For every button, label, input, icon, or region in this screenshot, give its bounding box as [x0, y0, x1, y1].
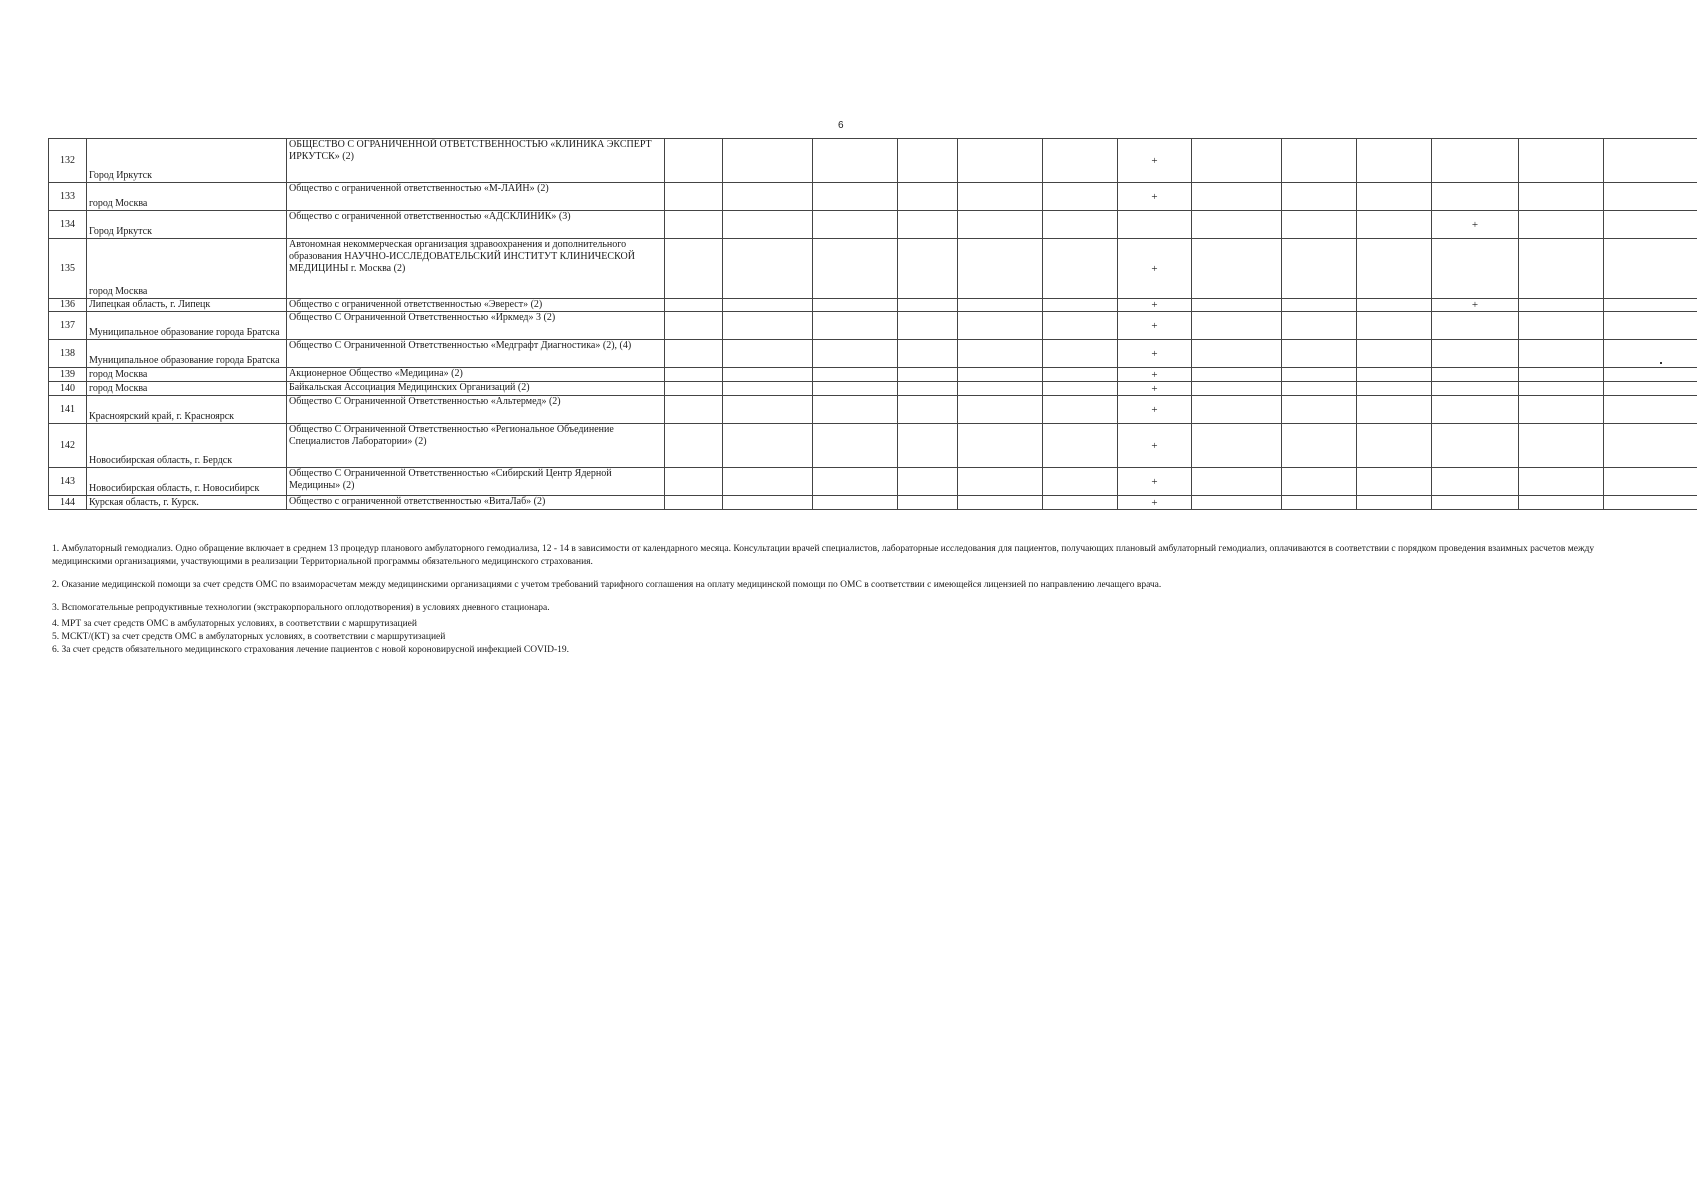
mark-cell [813, 211, 898, 239]
mark-cell [1043, 139, 1118, 183]
footnote-1: 1. Амбулаторный гемодиализ. Одно обращение включает в среднем 13 процедур планового амбулаторного гемодиализа, 12 - 14 в зависимости от календарного месяца. Консультации врачей специалистов, лабораторные исследования для пациентов, получающих плановый амбулаторный гемодиализ, оплачиваются в соответствии с порядком проведения взаимных расчетов между медицинскими организациями, участвующими в реализации Территориальной программы обязательного медицинского страхования. [52, 544, 1595, 567]
mark-cell [958, 396, 1043, 424]
organization-cell: Общество с ограниченной ответственностью «М-ЛАЙН» (2) [287, 183, 665, 211]
mark-cell [1118, 211, 1192, 239]
mark-cell [1043, 211, 1118, 239]
mark-cell [1432, 312, 1519, 340]
mark-cell [813, 368, 898, 382]
mark-cell [665, 183, 723, 211]
mark-cell: + [1118, 239, 1192, 299]
mark-cell [1519, 211, 1604, 239]
footnotes [52, 543, 1612, 657]
mark-cell [1043, 396, 1118, 424]
row-number: 143 [49, 468, 87, 496]
table-row [49, 468, 1697, 496]
mark-cell [1432, 239, 1519, 299]
mark-cell [1519, 312, 1604, 340]
mark-cell [665, 468, 723, 496]
mark-cell: + [1118, 299, 1192, 312]
mark-cell [1192, 299, 1282, 312]
mark-cell [898, 183, 958, 211]
mark-cell [1357, 139, 1432, 183]
mark-cell [898, 368, 958, 382]
mark-cell [723, 396, 813, 424]
mark-cell [1192, 396, 1282, 424]
mark-cell [1519, 396, 1604, 424]
mark-cell: + [1118, 340, 1192, 368]
mark-cell [1432, 396, 1519, 424]
mark-cell [1282, 424, 1357, 468]
mark-cell [1432, 139, 1519, 183]
mark-cell [1192, 496, 1282, 510]
mark-cell [1357, 299, 1432, 312]
organization-cell: Общество с ограниченной ответственностью «Эверест» (2) [287, 299, 665, 312]
mark-cell: + [1118, 396, 1192, 424]
region-cell: город Москва [87, 368, 287, 382]
mark-cell [1043, 496, 1118, 510]
mark-cell [813, 312, 898, 340]
mark-cell [958, 299, 1043, 312]
mark-cell [813, 340, 898, 368]
mark-cell [723, 382, 813, 396]
mark-cell [1432, 468, 1519, 496]
mark-cell [958, 211, 1043, 239]
mark-cell [1192, 340, 1282, 368]
mark-cell [898, 139, 958, 183]
mark-cell [723, 299, 813, 312]
table-row [49, 424, 1697, 468]
row-number: 137 [49, 312, 87, 340]
mark-cell [813, 496, 898, 510]
table-row [49, 340, 1697, 368]
mark-cell [1192, 312, 1282, 340]
mark-cell [1519, 468, 1604, 496]
mark-cell [898, 312, 958, 340]
mark-cell [1282, 396, 1357, 424]
footnote-2: 2. Оказание медицинской помощи за счет средств ОМС по взаиморасчетам между медицинскими организациями с учетом требований тарифного соглашения на оплату медицинской помощи по ОМС в соответствии с имеющейся лицензией по направлению лечащего врача. [52, 580, 1162, 590]
mark-cell [813, 239, 898, 299]
mark-cell [1282, 382, 1357, 396]
mark-cell [898, 340, 958, 368]
mark-cell [1604, 496, 1697, 510]
mark-cell [723, 468, 813, 496]
footnote-4: 4. МРТ за счет средств ОМС в амбулаторных условиях, в соответствии с маршрутизацией [52, 619, 417, 629]
mark-cell [1519, 368, 1604, 382]
row-number: 136 [49, 299, 87, 312]
table-row [49, 183, 1697, 211]
mark-cell [1519, 382, 1604, 396]
mark-cell [1357, 183, 1432, 211]
organization-cell: Общество с ограниченной ответственностью «ВитаЛаб» (2) [287, 496, 665, 510]
mark-cell [665, 382, 723, 396]
mark-cell: + [1432, 211, 1519, 239]
page-number: 6 [838, 120, 844, 131]
mark-cell [1519, 239, 1604, 299]
mark-cell [1043, 468, 1118, 496]
mark-cell [1282, 496, 1357, 510]
region-cell: Новосибирская область, г. Новосибирск [87, 468, 287, 496]
mark-cell: + [1118, 139, 1192, 183]
mark-cell [1519, 139, 1604, 183]
mark-cell [1604, 239, 1697, 299]
mark-cell [958, 468, 1043, 496]
mark-cell [665, 368, 723, 382]
mark-cell [958, 424, 1043, 468]
mark-cell [898, 211, 958, 239]
mark-cell [898, 424, 958, 468]
mark-cell [1519, 340, 1604, 368]
mark-cell [665, 299, 723, 312]
organization-cell: Общество С Ограниченной Ответственностью «Иркмед» 3 (2) [287, 312, 665, 340]
region-cell: Липецкая область, г. Липецк [87, 299, 287, 312]
footnote-5: 5. МСКТ/(КТ) за счет средств ОМС в амбулаторных условиях, в соответствии с маршрутизацией [52, 632, 446, 642]
row-number: 142 [49, 424, 87, 468]
mark-cell [898, 468, 958, 496]
region-cell: город Москва [87, 239, 287, 299]
footnote-3: 3. Вспомогательные репродуктивные технологии (экстракорпорального оплодотворения) в условиях дневного стационара. [52, 603, 550, 613]
mark-cell [958, 183, 1043, 211]
mark-cell [958, 496, 1043, 510]
mark-cell: + [1118, 368, 1192, 382]
row-number: 140 [49, 382, 87, 396]
table-row [49, 368, 1697, 382]
region-cell: Муниципальное образование города Братска [87, 312, 287, 340]
mark-cell [898, 239, 958, 299]
mark-cell [723, 424, 813, 468]
mark-cell: + [1118, 496, 1192, 510]
mark-cell [1604, 340, 1697, 368]
region-cell: Город Иркутск [87, 211, 287, 239]
mark-cell [958, 312, 1043, 340]
mark-cell [723, 183, 813, 211]
mark-cell [813, 396, 898, 424]
organization-cell: Общество с ограниченной ответственностью «АДСКЛИНИК» (3) [287, 211, 665, 239]
mark-cell [1192, 368, 1282, 382]
mark-cell [813, 139, 898, 183]
mark-cell [665, 424, 723, 468]
mark-cell [1192, 183, 1282, 211]
mark-cell [665, 396, 723, 424]
organization-cell: Общество С Ограниченной Ответственностью «Альтермед» (2) [287, 396, 665, 424]
row-number: 139 [49, 368, 87, 382]
row-number: 134 [49, 211, 87, 239]
mark-cell [1282, 139, 1357, 183]
scan-artifact [1660, 362, 1662, 364]
mark-cell [958, 239, 1043, 299]
mark-cell [1357, 239, 1432, 299]
row-number: 138 [49, 340, 87, 368]
table-row [49, 211, 1697, 239]
mark-cell [1432, 382, 1519, 396]
mark-cell [1043, 340, 1118, 368]
mark-cell [1357, 340, 1432, 368]
mark-cell [665, 340, 723, 368]
mark-cell [1519, 299, 1604, 312]
mark-cell [1043, 183, 1118, 211]
mark-cell [1192, 382, 1282, 396]
mark-cell [1192, 211, 1282, 239]
mark-cell [1282, 239, 1357, 299]
table-row [49, 312, 1697, 340]
mark-cell [1192, 139, 1282, 183]
mark-cell: + [1118, 183, 1192, 211]
mark-cell [958, 139, 1043, 183]
mark-cell [1282, 299, 1357, 312]
region-cell: Город Иркутск [87, 139, 287, 183]
mark-cell [1519, 496, 1604, 510]
organization-cell: Общество С Ограниченной Ответственностью «Сибирский Центр Ядерной Медицины» (2) [287, 468, 665, 496]
row-number: 141 [49, 396, 87, 424]
mark-cell [1357, 496, 1432, 510]
table-row [49, 382, 1697, 396]
mark-cell [1432, 340, 1519, 368]
mark-cell [723, 340, 813, 368]
mark-cell [1282, 211, 1357, 239]
mark-cell [1357, 382, 1432, 396]
mark-cell [723, 496, 813, 510]
region-cell: город Москва [87, 382, 287, 396]
mark-cell [1432, 183, 1519, 211]
organization-cell: Общество С Ограниченной Ответственностью «Медграфт Диагностика» (2), (4) [287, 340, 665, 368]
mark-cell [1357, 312, 1432, 340]
mark-cell [958, 368, 1043, 382]
mark-cell [1604, 211, 1697, 239]
region-cell: Курская область, г. Курск. [87, 496, 287, 510]
mark-cell [1432, 368, 1519, 382]
mark-cell [665, 496, 723, 510]
mark-cell [898, 382, 958, 396]
mark-cell [1519, 424, 1604, 468]
mark-cell [1043, 312, 1118, 340]
mark-cell [1432, 424, 1519, 468]
mark-cell [1282, 368, 1357, 382]
mark-cell [813, 424, 898, 468]
mark-cell [898, 396, 958, 424]
mark-cell [665, 211, 723, 239]
mark-cell [1282, 468, 1357, 496]
mark-cell [665, 312, 723, 340]
region-cell: Красноярский край, г. Красноярск [87, 396, 287, 424]
mark-cell [813, 183, 898, 211]
table-row [49, 239, 1697, 299]
organization-cell: Общество С Ограниченной Ответственностью «Региональное Объединение Специалистов Лаборатории» (2) [287, 424, 665, 468]
organization-cell: Автономная некоммерческая организация здравоохранения и дополнительного образования НАУЧНО-ИССЛЕДОВАТЕЛЬСКИЙ ИНСТИТУТ КЛИНИЧЕСКОЙ МЕДИЦИНЫ г. Москва (2) [287, 239, 665, 299]
mark-cell [1519, 183, 1604, 211]
mark-cell [958, 340, 1043, 368]
mark-cell [1282, 183, 1357, 211]
mark-cell [1604, 424, 1697, 468]
mark-cell [813, 382, 898, 396]
mark-cell [1604, 139, 1697, 183]
mark-cell [1604, 312, 1697, 340]
mark-cell [1043, 382, 1118, 396]
mark-cell [1357, 468, 1432, 496]
mark-cell [723, 211, 813, 239]
organization-cell: Акционерное Общество «Медицина» (2) [287, 368, 665, 382]
region-cell: город Москва [87, 183, 287, 211]
mark-cell [958, 382, 1043, 396]
mark-cell [1357, 424, 1432, 468]
mark-cell [1432, 496, 1519, 510]
mark-cell [1282, 312, 1357, 340]
mark-cell [1192, 239, 1282, 299]
mark-cell [1192, 424, 1282, 468]
mark-cell [1043, 299, 1118, 312]
mark-cell [723, 139, 813, 183]
table-row [49, 396, 1697, 424]
mark-cell [665, 239, 723, 299]
row-number: 144 [49, 496, 87, 510]
mark-cell [1043, 368, 1118, 382]
mark-cell: + [1118, 468, 1192, 496]
mark-cell [665, 139, 723, 183]
organization-cell: ОБЩЕСТВО С ОГРАНИЧЕННОЙ ОТВЕТСТВЕННОСТЬЮ «КЛИНИКА ЭКСПЕРТ ИРКУТСК» (2) [287, 139, 665, 183]
table-row [49, 139, 1697, 183]
row-number: 132 [49, 139, 87, 183]
mark-cell [1282, 340, 1357, 368]
mark-cell [898, 496, 958, 510]
mark-cell [723, 368, 813, 382]
footnote-6: 6. За счет средств обязательного медицинского страхования лечение пациентов с новой короновирусной инфекцией COVID-19. [52, 645, 569, 655]
mark-cell [813, 299, 898, 312]
table-row [49, 496, 1697, 510]
mark-cell [1604, 382, 1697, 396]
mark-cell [898, 299, 958, 312]
mark-cell: + [1118, 382, 1192, 396]
organizations-table [48, 138, 1697, 510]
mark-cell [1357, 396, 1432, 424]
organization-cell: Байкальская Ассоциация Медицинских Организаций (2) [287, 382, 665, 396]
row-number: 135 [49, 239, 87, 299]
mark-cell [1357, 211, 1432, 239]
region-cell: Новосибирская область, г. Бердск [87, 424, 287, 468]
mark-cell [1604, 468, 1697, 496]
mark-cell [1604, 299, 1697, 312]
row-number: 133 [49, 183, 87, 211]
mark-cell [1604, 396, 1697, 424]
mark-cell [1043, 424, 1118, 468]
mark-cell [1604, 368, 1697, 382]
mark-cell [723, 239, 813, 299]
mark-cell [1043, 239, 1118, 299]
mark-cell [723, 312, 813, 340]
mark-cell: + [1118, 312, 1192, 340]
mark-cell [813, 468, 898, 496]
mark-cell: + [1432, 299, 1519, 312]
region-cell: Муниципальное образование города Братска [87, 340, 287, 368]
table-row [49, 299, 1697, 312]
mark-cell [1192, 468, 1282, 496]
mark-cell [1357, 368, 1432, 382]
mark-cell [1604, 183, 1697, 211]
mark-cell: + [1118, 424, 1192, 468]
